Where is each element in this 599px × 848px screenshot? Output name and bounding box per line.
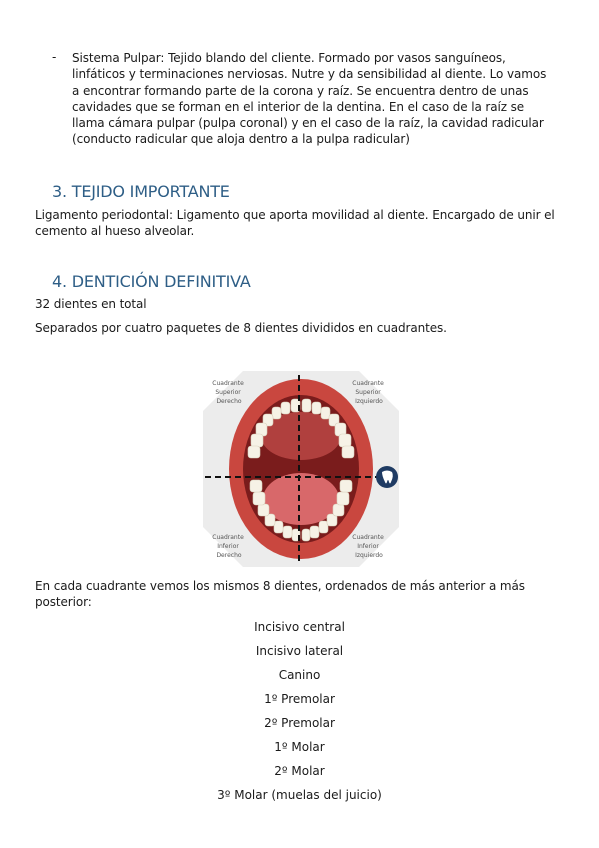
teeth-list [0,615,599,807]
list-item: 2º Premolar [264,716,335,730]
section-heading-4: 4. DENTICIÓN DEFINITIVA [52,272,251,291]
section-4-line-2: Separados por cuatro paquetes de 8 dientes divididos en cuadrantes. [35,321,447,335]
list-item: Incisivo lateral [255,644,344,658]
bullet-item [52,50,552,148]
section-4-line-1: 32 dientes en total [35,297,147,311]
section-heading-3: 3. TEJIDO IMPORTANTE [52,182,230,201]
list-item: Canino [278,668,321,682]
mouth-illustration [203,371,399,567]
quadrant-lower-right-label: Cuadrante Inferior Derecho [212,534,244,559]
list-item: 3º Molar (muelas del juicio) [217,788,382,802]
bullet-text: Sistema Pulpar: Tejido blando del cliente. Formado por vasos sanguíneos, linfáticos y terminaciones nerviosas. Nutre y da sensibilidad al diente. Lo vamos a encontrar formando parte de la corona y raíz. Se encuentra dentro de unas cavidades que se forman en el interior de la dentina. En el caso de la raíz se llama cámara pulpar (pulpa coronal) y en el caso de la raíz, la cavidad radicular (conducto radicular que aloja dentro a la pulpa radicular) [72,51,547,147]
teeth-intro-paragraph: En cada cuadrante vemos los mismos 8 dientes, ordenados de más anterior a más posterior: [35,579,525,610]
quadrant-upper-left-label: Cuadrante Superior Izquierdo [352,380,384,405]
list-item: Incisivo central [254,620,345,634]
bullet-dash: - [52,50,57,64]
list-item: 2º Molar [274,764,325,778]
list-item: 1º Molar [274,740,325,754]
dental-quadrants-figure [203,371,399,567]
quadrant-upper-right-label: Cuadrante Superior Derecho [212,380,244,405]
section-3-paragraph: Ligamento periodontal: Ligamento que aporta movilidad al diente. Encargado de unir el cemento al hueso alveolar. [35,208,555,239]
list-item: 1º Premolar [264,692,335,706]
quadrant-lower-left-label: Cuadrante Inferior Izquierdo [352,534,384,559]
